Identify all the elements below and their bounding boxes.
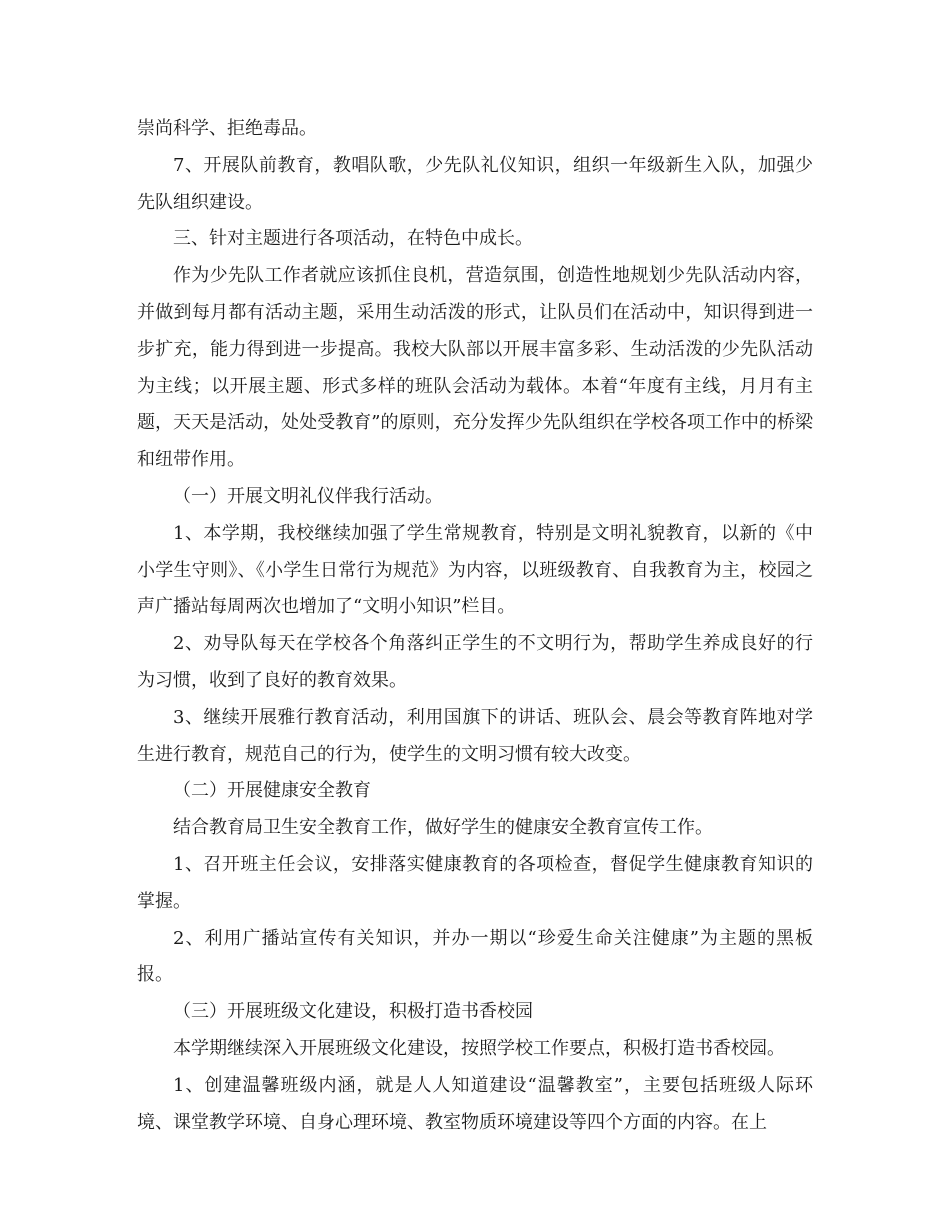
paragraph-health-item-2: 2、利用广播站宣传有关知识，并办一期以“珍爱生命关注健康”为主题的黑板报。 [137,927,813,986]
paragraph-item-7: 7、开展队前教育，教唱队歌，少先队礼仪知识，组织一年级新生入队，加强少先队组织建设。 [137,154,813,213]
subsection-heading-3: （三）开展班级文化建设，积极打造书香校园 [173,1001,533,1023]
subsection-heading-2: （二）开展健康安全教育 [173,780,371,802]
subsection-heading-1: （一）开展文明礼仪伴我行活动。 [173,485,443,507]
paragraph-health-intro: 结合教育局卫生安全教育工作，做好学生的健康安全教育宣传工作。 [173,817,713,839]
paragraph-item-2: 2、劝导队每天在学校各个角落纠正学生的不文明行为，帮助学生养成良好的行为习惯，收到了良好的教育效果。 [137,633,813,691]
paragraph-health-item-1: 1、召开班主任会议，安排落实健康教育的各项检查，督促学生健康教育知识的掌握。 [137,853,813,912]
paragraph-culture-item-1: 1、创建温馨班级内涵，就是人人知道建设“温馨教室”，主要包括班级人际环境、课堂教学环境、自身心理环境、教室物质环境建设等四个方面的内容。在上 [137,1074,813,1133]
paragraph-item-1: 1、本学期，我校继续加强了学生常规教育，特别是文明礼貌教育，以新的《中小学生守则》、《小学生日常行为规范》为内容，以班级教育、自我教育为主，校园之声广播站每周两次也增加了“文明小知识”栏目。 [137,522,813,618]
document-body [137,111,813,1141]
paragraph-culture-intro: 本学期继续深入开展班级文化建设，按照学校工作要点，积极打造书香校园。 [173,1037,785,1059]
section-heading-3: 三、针对主题进行各项活动，在特色中成长。 [173,228,533,250]
paragraph-item-3: 3、继续开展雅行教育活动，利用国旗下的讲话、班队会、晨会等教育阵地对学生进行教育，规范自己的行为，使学生的文明习惯有较大改变。 [137,706,813,765]
paragraph-intro: 作为少先队工作者就应该抓住良机，营造氛围，创造性地规划少先队活动内容，并做到每月都有活动主题，采用生动活泼的形式，让队员们在活动中，知识得到进一步扩充，能力得到进一步提高。我校大队部以开展丰富多彩、生动活泼的少先队活动为主线；以开展主题、形式多样的班队会活动为载体。本着“年度有主线，月月有主题，天天是活动，处处受教育”的原则，充分发挥少先队组织在学校各项工作中的桥梁和纽带作用。 [137,265,813,471]
paragraph-continuation: 崇尚科学、拒绝毒品。 [137,118,317,139]
